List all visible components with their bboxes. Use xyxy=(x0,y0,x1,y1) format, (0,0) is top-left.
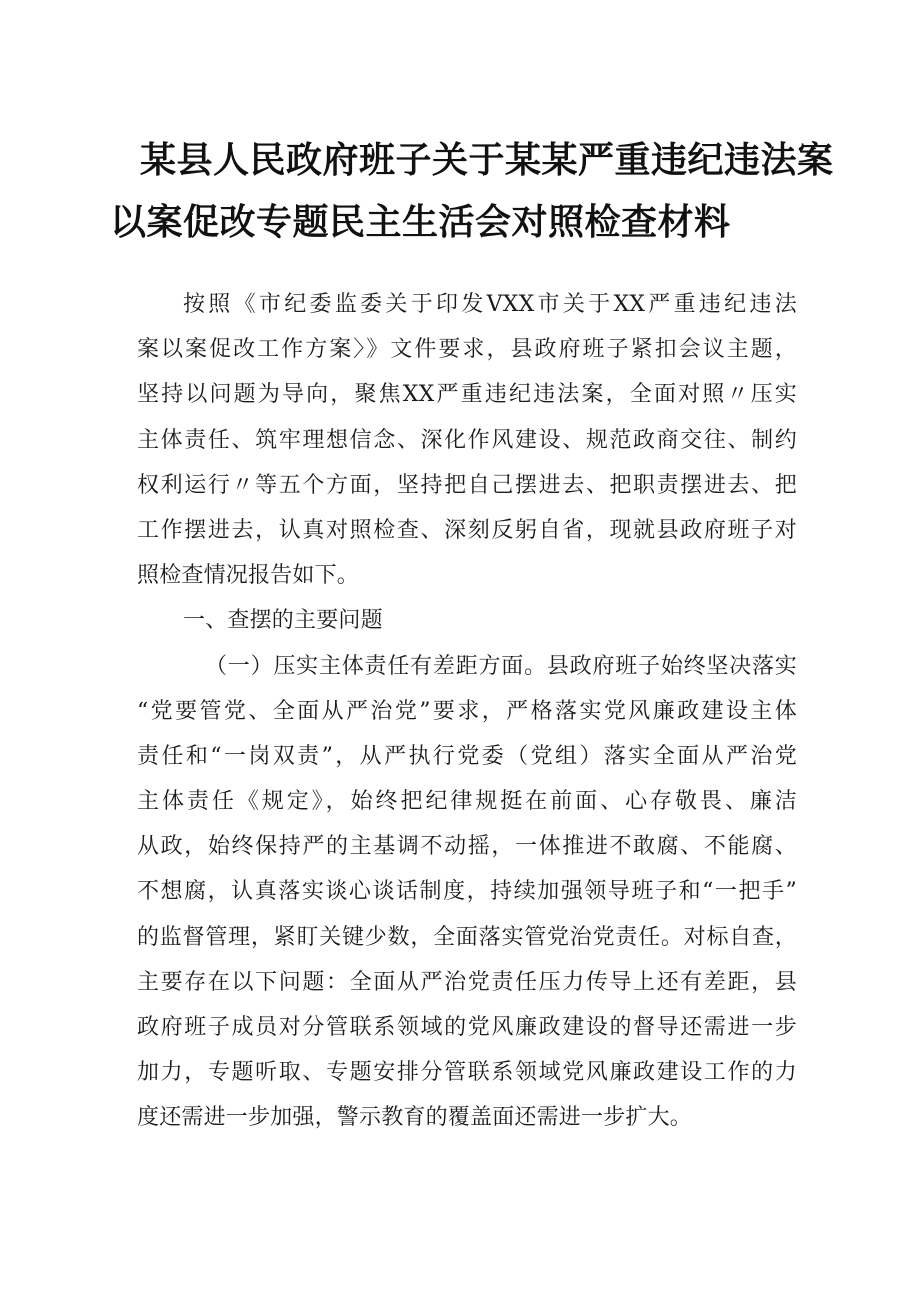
intro-paragraph xyxy=(137,282,797,598)
title-line-1: 某县人民政府班子关于某某严重违纪违法案 xyxy=(140,140,834,181)
subsection-paragraph xyxy=(137,644,797,1141)
paragraph-line: “党要管党、全面从严治党”要求，严格落实党风廉政建设主体 xyxy=(137,698,797,724)
section-heading: 一、查摆的主要问题 xyxy=(183,608,383,634)
paragraph-line: 主体责任《规定》，始终把纪律规挺在前面、心存敬畏、廉洁 xyxy=(137,789,797,815)
document-title xyxy=(110,130,834,254)
paragraph-line: 的监督管理，紧盯关键少数，全面落实管党治党责任。对标自查， xyxy=(137,924,797,950)
paragraph-line: 工作摆进去，认真对照检查、深刻反躬自省，现就县政府班子对 xyxy=(137,517,797,543)
paragraph-line: 政府班子成员对分管联系领域的党风廉政建设的督导还需进一步 xyxy=(137,1015,797,1040)
title-line-2: 以案促改专题民主生活会对照检查材料 xyxy=(110,202,731,243)
paragraph-line: 度还需进一步加强，警示教育的覆盖面还需进一步扩大。 xyxy=(137,1105,693,1131)
paragraph-line: 从政，始终保持严的主基调不动摇，一体推进不敢腐、不能腐、 xyxy=(137,834,797,860)
paragraph-line: 按照《市纪委监委关于印发VXX市关于XX严重违纪违法 xyxy=(183,292,797,317)
paragraph-line: （一）压实主体责任有差距方面。县政府班子始终坚决落实 xyxy=(205,653,797,679)
paragraph-line: 不想腐，认真落实谈心谈话制度，持续加强领导班子和“一把手” xyxy=(137,879,797,905)
paragraph-line: 加力，专题听取、专题安排分管联系领域党风廉政建设工作的力 xyxy=(137,1060,797,1086)
paragraph-line: 主体责任、筑牢理想信念、深化作风建设、规范政商交往、制约 xyxy=(137,427,797,453)
paragraph-line: 照检查情况报告如下。 xyxy=(137,563,360,589)
paragraph-line: 坚持以问题为导向，聚焦XX严重违纪违法案，全面对照〃压实 xyxy=(137,382,797,408)
paragraph-line: 案以案促改工作方案〉》文件要求，县政府班子紧扣会议主题， xyxy=(137,337,797,363)
paragraph-line: 责任和“一岗双责”，从严执行党委（党组）落实全面从严治党 xyxy=(137,743,797,769)
document-body xyxy=(137,282,797,1141)
paragraph-line: 主要存在以下问题：全面从严治党责任压力传导上还有差距，县 xyxy=(137,969,797,995)
paragraph-line: 权利运行〃等五个方面，坚持把自己摆进去、把职责摆进去、把 xyxy=(137,472,797,498)
